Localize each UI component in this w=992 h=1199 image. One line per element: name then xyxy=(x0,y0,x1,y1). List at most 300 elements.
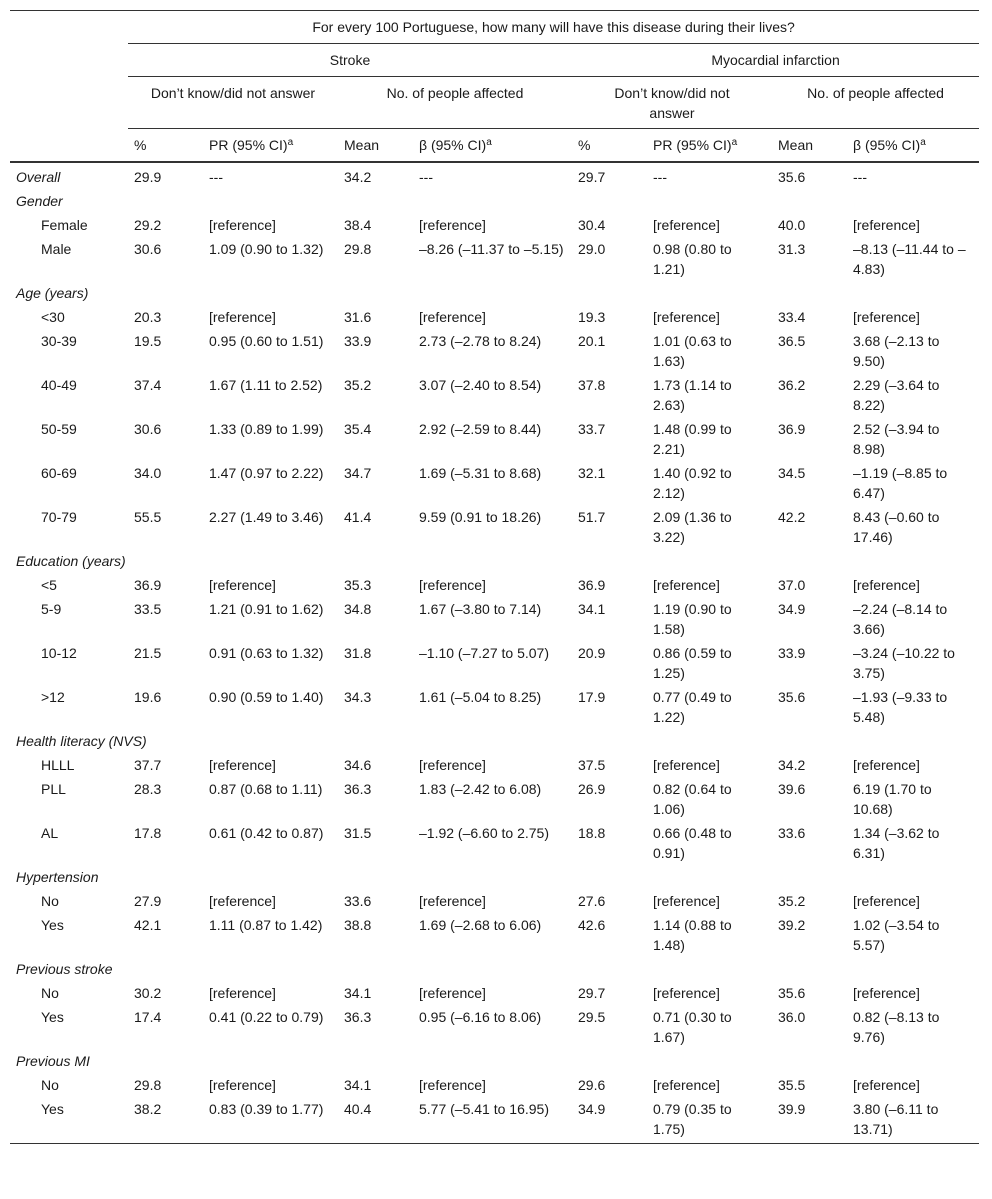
empty-cell xyxy=(847,729,979,753)
table-cell: 36.9 xyxy=(778,421,806,437)
empty-cell xyxy=(647,729,772,753)
table-cell: 42.1 xyxy=(134,917,162,933)
table-cell: --- xyxy=(653,169,667,185)
table-cell: –8.13 (–11.44 to –4.83) xyxy=(853,241,966,277)
table-cell: [reference] xyxy=(653,757,720,773)
table-cell: 34.9 xyxy=(572,1097,647,1144)
table-cell: [reference] xyxy=(653,309,720,325)
table-cell: 2.09 (1.36 to 3.22) xyxy=(653,509,732,545)
table-cell: 0.91 (0.63 to 1.32) xyxy=(209,645,324,661)
empty-cell xyxy=(847,549,979,573)
mi-np-header: No. of people affected xyxy=(772,77,979,129)
table-cell: 36.3 xyxy=(344,1009,372,1025)
table-cell: 20.3 xyxy=(134,309,162,325)
row-label: PLL xyxy=(41,781,66,797)
category-row xyxy=(10,162,979,189)
results-table xyxy=(10,10,979,1144)
table-cell: [reference] xyxy=(209,217,276,233)
table-cell: [reference] xyxy=(209,757,276,773)
table-cell: 33.4 xyxy=(778,309,806,325)
table-cell: 1.34 (–3.62 to 6.31) xyxy=(853,825,940,861)
table-cell: –1.92 (–6.60 to 2.75) xyxy=(419,825,549,841)
category-row xyxy=(10,865,979,889)
table-cell: 29.8 xyxy=(134,1077,162,1093)
col-mi-beta xyxy=(847,129,979,163)
empty-cell xyxy=(847,957,979,981)
category-row xyxy=(10,549,979,573)
table-cell: 17.8 xyxy=(134,825,162,841)
question-header: For every 100 Portuguese, how many will have this disease during their lives? xyxy=(128,11,979,44)
table-cell: 2.73 (–2.78 to 8.24) xyxy=(419,333,542,349)
table-cell: 6.19 (1.70 to 10.68) xyxy=(853,781,932,817)
table-cell: 36.9 xyxy=(134,577,162,593)
table-cell: 38.8 xyxy=(344,917,372,933)
table-cell: 20.9 xyxy=(578,645,606,661)
table-cell: 34.3 xyxy=(344,689,372,705)
table-cell: --- xyxy=(853,169,867,185)
table-cell: 36.9 xyxy=(578,577,606,593)
table-cell: 39.9 xyxy=(772,1097,847,1144)
table-cell: [reference] xyxy=(853,985,920,1001)
empty-cell xyxy=(413,549,572,573)
row-label: No xyxy=(41,893,59,909)
table-cell: –3.24 (–10.22 to 3.75) xyxy=(853,645,955,681)
table-cell: 2.27 (1.49 to 3.46) xyxy=(209,509,324,525)
empty-cell xyxy=(413,729,572,753)
table-cell: 1.61 (–5.04 to 8.25) xyxy=(419,689,542,705)
table-row xyxy=(10,505,979,549)
empty-cell xyxy=(847,189,979,213)
table-cell: 31.8 xyxy=(344,645,372,661)
table-cell: 35.5 xyxy=(778,1077,806,1093)
empty-cell xyxy=(772,1049,847,1073)
category-label: Previous stroke xyxy=(16,961,113,977)
table-cell: 29.0 xyxy=(578,241,606,257)
table-cell: [reference] xyxy=(853,577,920,593)
table-cell: 0.86 (0.59 to 1.25) xyxy=(653,645,732,681)
table-cell: 37.8 xyxy=(578,377,606,393)
table-cell: 37.5 xyxy=(578,757,606,773)
empty-cell xyxy=(572,865,647,889)
table-cell: [reference] xyxy=(419,577,486,593)
table-cell: 27.9 xyxy=(134,893,162,909)
table-cell: 29.7 xyxy=(578,985,606,1001)
table-cell: 0.71 (0.30 to 1.67) xyxy=(653,1009,732,1045)
table-cell: 42.2 xyxy=(778,509,806,525)
stroke-np-header: No. of people affected xyxy=(338,77,572,129)
table-cell: 31.6 xyxy=(344,309,372,325)
row-label: Male xyxy=(41,241,72,257)
col-stroke-pr xyxy=(203,129,338,163)
col-mi-pct: % xyxy=(572,129,647,163)
category-label: Gender xyxy=(16,193,63,209)
table-cell: –1.93 (–9.33 to 5.48) xyxy=(853,689,948,725)
table-cell: 39.6 xyxy=(778,781,806,797)
table-cell: [reference] xyxy=(853,1077,920,1093)
table-cell: [reference] xyxy=(209,309,276,325)
table-row xyxy=(10,573,979,597)
empty-cell xyxy=(572,281,647,305)
table-cell: –1.19 (–8.85 to 6.47) xyxy=(853,465,948,501)
table-cell: 30.6 xyxy=(134,421,162,437)
table-cell: 1.73 (1.14 to 2.63) xyxy=(653,377,732,413)
table-cell: 33.7 xyxy=(578,421,606,437)
table-cell: 20.1 xyxy=(578,333,606,349)
row-label: 30-39 xyxy=(41,333,77,349)
table-cell: 34.2 xyxy=(344,169,372,185)
row-label: <30 xyxy=(41,309,65,325)
table-cell: 28.3 xyxy=(134,781,162,797)
table-cell: 34.9 xyxy=(778,601,806,617)
footnote-marker: a xyxy=(731,137,738,148)
table-cell: 33.9 xyxy=(778,645,806,661)
table-cell: 1.83 (–2.42 to 6.08) xyxy=(419,781,542,797)
row-label: Female xyxy=(41,217,88,233)
empty-cell xyxy=(572,189,647,213)
table-cell: 0.82 (0.64 to 1.06) xyxy=(653,781,732,817)
empty-cell xyxy=(338,281,413,305)
table-cell: [reference] xyxy=(419,217,486,233)
table-body xyxy=(10,162,979,1144)
table-cell: 1.02 (–3.54 to 5.57) xyxy=(853,917,940,953)
category-label: Previous MI xyxy=(16,1053,90,1069)
table-cell: 38.4 xyxy=(344,217,372,233)
table-row xyxy=(10,1005,979,1049)
table-row xyxy=(10,417,979,461)
table-cell: 40.4 xyxy=(338,1097,413,1144)
table-cell: 17.9 xyxy=(578,689,606,705)
category-row xyxy=(10,281,979,305)
empty-cell xyxy=(772,865,847,889)
row-label: Yes xyxy=(41,1009,64,1025)
category-row xyxy=(10,957,979,981)
table-cell: 18.8 xyxy=(578,825,606,841)
table-cell: 42.6 xyxy=(578,917,606,933)
empty-cell xyxy=(413,189,572,213)
table-row xyxy=(10,597,979,641)
table-cell: [reference] xyxy=(653,985,720,1001)
table-cell: 1.14 (0.88 to 1.48) xyxy=(653,917,732,953)
table-cell: 29.8 xyxy=(344,241,372,257)
table-cell: [reference] xyxy=(419,1077,486,1093)
table-cell: 0.83 (0.39 to 1.77) xyxy=(203,1097,338,1144)
table-row xyxy=(10,237,979,281)
col-mi-mean: Mean xyxy=(772,129,847,163)
table-cell: 0.87 (0.68 to 1.11) xyxy=(209,781,323,797)
table-cell: 9.59 (0.91 to 18.26) xyxy=(419,509,542,525)
table-row xyxy=(10,685,979,729)
table-cell: [reference] xyxy=(419,985,486,1001)
empty-cell xyxy=(847,281,979,305)
table-cell: 37.7 xyxy=(134,757,162,773)
table-cell: 0.79 (0.35 to 1.75) xyxy=(647,1097,772,1144)
col-stroke-mean: Mean xyxy=(338,129,413,163)
table-cell: 36.3 xyxy=(344,781,372,797)
table-cell: 34.1 xyxy=(344,985,372,1001)
table-cell: 34.2 xyxy=(778,757,806,773)
table-cell: 1.09 (0.90 to 1.32) xyxy=(209,241,324,257)
table-cell: 35.6 xyxy=(778,985,806,1001)
table-cell: 1.69 (–2.68 to 6.06) xyxy=(419,917,542,933)
table-cell: 35.2 xyxy=(778,893,806,909)
mi-header: Myocardial infarction xyxy=(572,44,979,77)
table-cell: 31.3 xyxy=(778,241,806,257)
table-cell: 51.7 xyxy=(578,509,606,525)
row-label: 50-59 xyxy=(41,421,77,437)
table-cell: [reference] xyxy=(419,893,486,909)
empty-cell xyxy=(647,957,772,981)
table-cell: 0.77 (0.49 to 1.22) xyxy=(653,689,732,725)
empty-cell xyxy=(647,549,772,573)
table-cell: –8.26 (–11.37 to –5.15) xyxy=(419,241,564,257)
empty-cell xyxy=(413,957,572,981)
row-label: >12 xyxy=(41,689,65,705)
table-cell: 2.52 (–3.94 to 8.98) xyxy=(853,421,940,457)
col-stroke-beta xyxy=(413,129,572,163)
table-row xyxy=(10,889,979,913)
table-cell: [reference] xyxy=(419,757,486,773)
table-cell: [reference] xyxy=(209,577,276,593)
table-row xyxy=(10,329,979,373)
table-cell: 19.6 xyxy=(134,689,162,705)
table-cell: 29.9 xyxy=(134,169,162,185)
table-cell: [reference] xyxy=(209,893,276,909)
table-cell: 0.61 (0.42 to 0.87) xyxy=(209,825,324,841)
table-row xyxy=(10,1073,979,1097)
empty-cell xyxy=(338,957,413,981)
category-label: Health literacy (NVS) xyxy=(16,733,147,749)
table-cell: 1.21 (0.91 to 1.62) xyxy=(209,601,324,617)
category-label: Age (years) xyxy=(16,285,89,301)
col-mi-beta-label: β (95% CI) xyxy=(853,137,921,153)
table-row xyxy=(10,981,979,1005)
empty-cell xyxy=(572,549,647,573)
empty-cell xyxy=(647,281,772,305)
table-cell: 33.5 xyxy=(134,601,162,617)
table-cell: 35.4 xyxy=(344,421,372,437)
col-stroke-beta-label: β (95% CI) xyxy=(419,137,487,153)
category-row xyxy=(10,189,979,213)
row-label: 10-12 xyxy=(41,645,77,661)
table-cell: 0.95 (0.60 to 1.51) xyxy=(209,333,324,349)
table-cell: 35.3 xyxy=(344,577,372,593)
footnote-marker: a xyxy=(486,137,492,148)
stroke-header: Stroke xyxy=(128,44,572,77)
table-cell: 17.4 xyxy=(134,1009,162,1025)
empty-cell xyxy=(338,729,413,753)
table-cell: 39.2 xyxy=(778,917,806,933)
row-label: No xyxy=(41,985,59,1001)
category-row xyxy=(10,729,979,753)
table-row xyxy=(10,461,979,505)
table-cell: --- xyxy=(419,169,433,185)
table-cell: 29.6 xyxy=(578,1077,606,1093)
empty-cell xyxy=(413,281,572,305)
table-cell: 36.5 xyxy=(778,333,806,349)
empty-cell xyxy=(772,957,847,981)
row-label: HLLL xyxy=(41,757,75,773)
table-cell: 34.6 xyxy=(344,757,372,773)
table-cell: 40.0 xyxy=(778,217,806,233)
table-cell: 3.68 (–2.13 to 9.50) xyxy=(853,333,940,369)
table-cell: 3.07 (–2.40 to 8.54) xyxy=(419,377,542,393)
row-label: 60-69 xyxy=(41,465,77,481)
empty-cell xyxy=(413,865,572,889)
empty-cell xyxy=(847,1049,979,1073)
table-cell: 2.29 (–3.64 to 8.22) xyxy=(853,377,940,413)
table-cell: 31.5 xyxy=(344,825,372,841)
table-row xyxy=(10,821,979,865)
col-mi-pr xyxy=(647,129,772,163)
table-row xyxy=(10,777,979,821)
table-cell: [reference] xyxy=(853,757,920,773)
row-label: Yes xyxy=(41,917,64,933)
table-cell: 37.0 xyxy=(778,577,806,593)
empty-cell xyxy=(847,865,979,889)
mi-dk-header: Don’t know/did not answer xyxy=(572,77,772,129)
table-cell: 1.33 (0.89 to 1.99) xyxy=(209,421,324,437)
table-cell: –1.10 (–7.27 to 5.07) xyxy=(419,645,549,661)
empty-cell xyxy=(338,865,413,889)
row-label: 40-49 xyxy=(41,377,77,393)
table-cell: 1.01 (0.63 to 1.63) xyxy=(653,333,732,369)
empty-cell xyxy=(647,189,772,213)
table-cell: 34.0 xyxy=(134,465,162,481)
table-cell: 29.5 xyxy=(578,1009,606,1025)
table-cell: 19.3 xyxy=(578,309,606,325)
table-cell: 30.2 xyxy=(134,985,162,1001)
table-cell: 0.90 (0.59 to 1.40) xyxy=(209,689,324,705)
table-cell: [reference] xyxy=(653,893,720,909)
table-cell: 34.7 xyxy=(344,465,372,481)
table-cell: 35.2 xyxy=(344,377,372,393)
table-cell: 34.8 xyxy=(344,601,372,617)
category-label: Overall xyxy=(16,169,61,185)
table-cell: [reference] xyxy=(853,217,920,233)
table-cell: 26.9 xyxy=(578,781,606,797)
table-cell: 1.40 (0.92 to 2.12) xyxy=(653,465,732,501)
table-cell: 29.7 xyxy=(578,169,606,185)
table-cell: [reference] xyxy=(209,985,276,1001)
table-cell: 33.6 xyxy=(778,825,806,841)
empty-cell xyxy=(572,957,647,981)
empty-cell xyxy=(647,1049,772,1073)
table-cell: [reference] xyxy=(653,217,720,233)
table-cell: 0.98 (0.80 to 1.21) xyxy=(653,241,732,277)
empty-cell xyxy=(772,189,847,213)
table-cell: 0.66 (0.48 to 0.91) xyxy=(653,825,732,861)
table-cell: 29.2 xyxy=(134,217,162,233)
table-cell: [reference] xyxy=(853,309,920,325)
category-label: Education (years) xyxy=(16,553,126,569)
empty-cell xyxy=(413,1049,572,1073)
table-cell: 1.67 (1.11 to 2.52) xyxy=(209,377,323,393)
table-cell: 19.5 xyxy=(134,333,162,349)
table-cell: 36.0 xyxy=(778,1009,806,1025)
table-cell: 1.69 (–5.31 to 8.68) xyxy=(419,465,542,481)
empty-cell xyxy=(772,549,847,573)
table-row xyxy=(10,213,979,237)
table-row xyxy=(10,373,979,417)
table-cell: 21.5 xyxy=(134,645,162,661)
table-cell: 32.1 xyxy=(578,465,606,481)
table-cell: [reference] xyxy=(653,577,720,593)
col-stroke-pct: % xyxy=(128,129,203,163)
table-cell: 37.4 xyxy=(134,377,162,393)
table-cell: 1.19 (0.90 to 1.58) xyxy=(653,601,732,637)
empty-cell xyxy=(772,729,847,753)
table-cell: 55.5 xyxy=(134,509,162,525)
empty-cell xyxy=(572,729,647,753)
row-label: AL xyxy=(41,825,59,841)
table-cell: 30.4 xyxy=(578,217,606,233)
table-row xyxy=(10,1097,979,1144)
table-cell: [reference] xyxy=(853,893,920,909)
empty-cell xyxy=(338,189,413,213)
table-cell: –2.24 (–8.14 to 3.66) xyxy=(853,601,948,637)
category-row xyxy=(10,1049,979,1073)
table-cell: 41.4 xyxy=(344,509,372,525)
col-mi-pr-label: PR (95% CI) xyxy=(653,137,732,153)
table-cell: [reference] xyxy=(419,309,486,325)
empty-cell xyxy=(338,1049,413,1073)
category-label: Hypertension xyxy=(16,869,99,885)
table-cell: 5.77 (–5.41 to 16.95) xyxy=(413,1097,572,1144)
table-cell: 8.43 (–0.60 to 17.46) xyxy=(853,509,940,545)
row-label: Yes xyxy=(10,1097,128,1144)
table-header xyxy=(10,11,979,163)
table-cell: --- xyxy=(209,169,223,185)
table-cell: 1.47 (0.97 to 2.22) xyxy=(209,465,324,481)
empty-cell xyxy=(772,281,847,305)
table-row xyxy=(10,913,979,957)
table-cell: 27.6 xyxy=(578,893,606,909)
table-cell: 1.48 (0.99 to 2.21) xyxy=(653,421,732,457)
table-cell: 35.6 xyxy=(778,689,806,705)
table-cell: [reference] xyxy=(209,1077,276,1093)
row-label: 70-79 xyxy=(41,509,77,525)
empty-cell xyxy=(572,1049,647,1073)
footnote-marker: a xyxy=(287,137,294,148)
table-cell: 35.6 xyxy=(778,169,806,185)
table-cell: 33.9 xyxy=(344,333,372,349)
table-cell: 0.82 (–8.13 to 9.76) xyxy=(853,1009,940,1045)
col-stroke-pr-label: PR (95% CI) xyxy=(209,137,288,153)
table-cell: 1.67 (–3.80 to 7.14) xyxy=(419,601,542,617)
table-row xyxy=(10,641,979,685)
table-container xyxy=(10,10,979,1144)
empty-cell xyxy=(338,549,413,573)
row-label: No xyxy=(41,1077,59,1093)
footnote-marker: a xyxy=(920,137,926,148)
table-cell: 36.2 xyxy=(778,377,806,393)
table-cell: 3.80 (–6.11 to 13.71) xyxy=(847,1097,979,1144)
table-cell: 38.2 xyxy=(128,1097,203,1144)
row-label: <5 xyxy=(41,577,57,593)
header-stub xyxy=(10,11,128,163)
table-cell: 34.5 xyxy=(778,465,806,481)
table-cell: 30.6 xyxy=(134,241,162,257)
table-cell: 0.41 (0.22 to 0.79) xyxy=(209,1009,324,1025)
empty-cell xyxy=(647,865,772,889)
table-row xyxy=(10,305,979,329)
table-cell: 34.1 xyxy=(578,601,606,617)
table-cell: 0.95 (–6.16 to 8.06) xyxy=(419,1009,542,1025)
stroke-dk-header: Don’t know/did not answer xyxy=(128,77,338,129)
row-label: 5-9 xyxy=(41,601,62,617)
table-cell: [reference] xyxy=(653,1077,720,1093)
table-cell: 34.1 xyxy=(344,1077,372,1093)
